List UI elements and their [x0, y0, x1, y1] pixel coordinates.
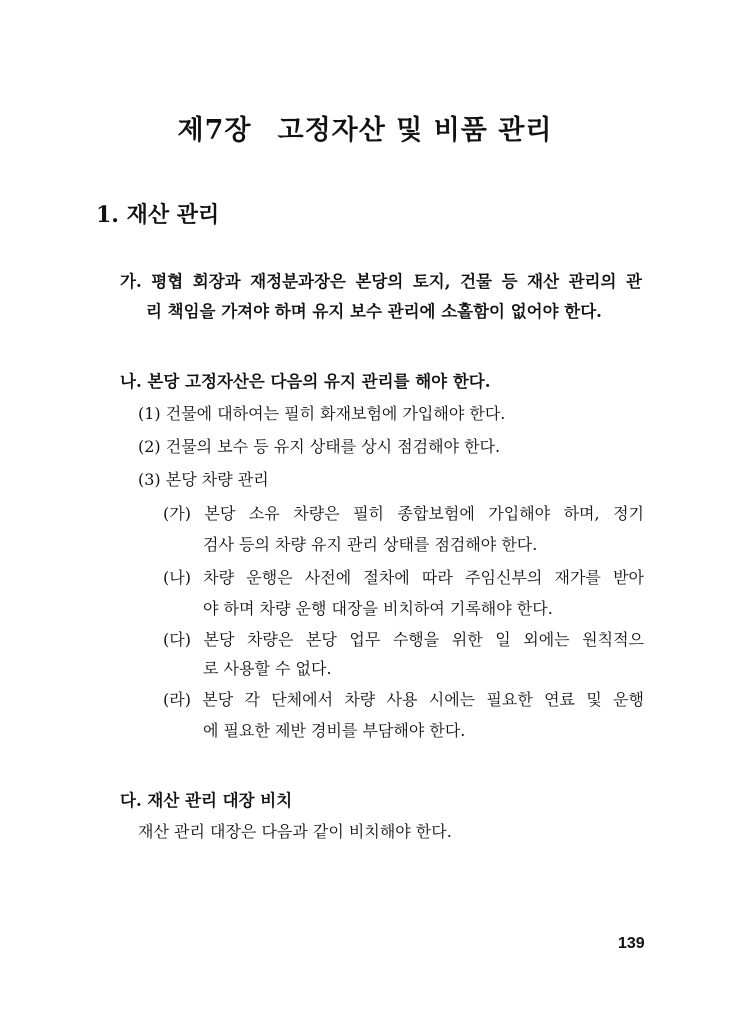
vehicle-item-da-line-1: (다) 본당 차량은 본당 업무 수행을 위한 일 외에는 원칙적으 [163, 630, 644, 649]
vehicle-item-ra-line-1: (라) 본당 각 단체에서 차량 사용 시에는 필요한 연료 및 운행 [163, 690, 644, 709]
item-ga-line-2: 리 책임을 가져야 하며 유지 보수 관리에 소홀함이 없어야 한다. [146, 302, 602, 321]
vehicle-item-ga-line-2: 검사 등의 차량 유지 관리 상태를 점검해야 한다. [203, 535, 538, 554]
item-na-sub-1: (1) 건물에 대하여는 필히 화재보험에 가입해야 한다. [138, 404, 506, 423]
chapter-name: 고정자산 및 비품 관리 [277, 115, 553, 146]
item-na-sub-3: (3) 본당 차량 관리 [138, 470, 269, 489]
item-na-sub-2: (2) 건물의 보수 등 유지 상태를 상시 점검해야 한다. [138, 437, 501, 456]
vehicle-item-da-line-2: 로 사용할 수 없다. [203, 659, 332, 678]
chapter-number: 제7장 [177, 115, 252, 146]
chapter-title [0, 108, 730, 147]
item-na-heading: 나. 본당 고정자산은 다음의 유지 관리를 해야 한다. [120, 372, 491, 391]
vehicle-item-na-line-2: 야 하며 차량 운행 대장을 비치하여 기록해야 한다. [203, 599, 553, 618]
item-da-heading: 다. 재산 관리 대장 비치 [120, 791, 293, 810]
item-ga-line-1: 가. 평협 회장과 재정분과장은 본당의 토지, 건물 등 재산 관리의 관 [120, 272, 642, 291]
page-number: 139 [618, 935, 645, 952]
vehicle-item-na-line-1: (나) 차량 운행은 사전에 절차에 따라 주임신부의 재가를 받아 [163, 568, 644, 587]
item-da-body: 재산 관리 대장은 다음과 같이 비치해야 한다. [138, 822, 452, 841]
vehicle-item-ga-line-1: (가) 본당 소유 차량은 필히 종합보험에 가입해야 하며, 정기 [163, 504, 644, 523]
section-heading: 1. 재산 관리 [96, 202, 220, 228]
vehicle-item-ra-line-2: 에 필요한 제반 경비를 부담해야 한다. [203, 721, 466, 740]
